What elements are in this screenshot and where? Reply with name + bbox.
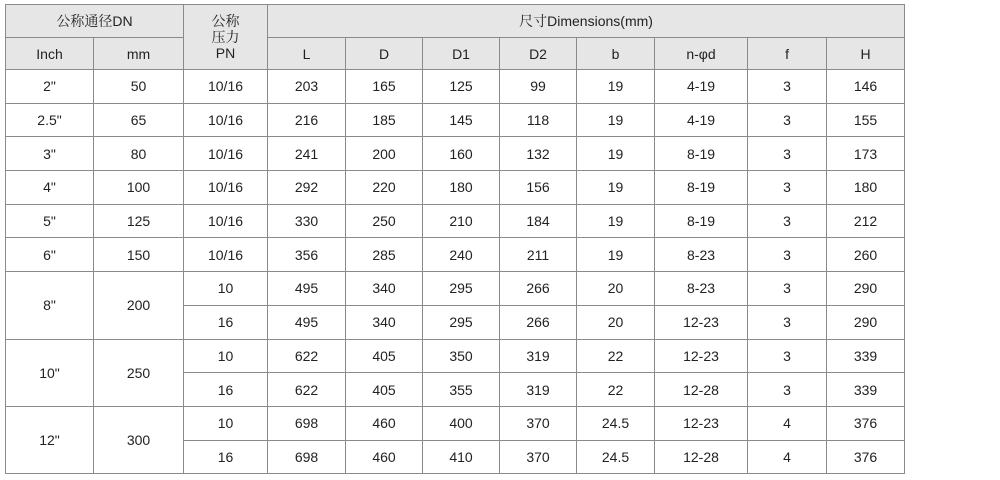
inch-header: Inch <box>6 38 94 70</box>
cell-inch: 2.5" <box>6 103 94 137</box>
cell-inch: 12" <box>6 406 94 473</box>
cell-h: 290 <box>827 305 905 339</box>
cell-f: 3 <box>748 137 827 171</box>
table-row <box>6 103 905 137</box>
cell-l: 698 <box>268 406 346 440</box>
cell-d: 340 <box>346 305 423 339</box>
cell-l: 216 <box>268 103 346 137</box>
cell-inch: 3" <box>6 137 94 171</box>
cell-mm: 100 <box>94 171 184 205</box>
cell-pn: 16 <box>184 373 268 407</box>
table-row <box>6 272 905 306</box>
cell-d: 460 <box>346 406 423 440</box>
cell-d2: 319 <box>500 373 577 407</box>
table-row <box>6 70 905 104</box>
cell-d2: 319 <box>500 339 577 373</box>
cell-h: 290 <box>827 272 905 306</box>
table-row <box>6 406 905 440</box>
cell-f: 3 <box>748 339 827 373</box>
cell-d2: 266 <box>500 305 577 339</box>
cell-d: 185 <box>346 103 423 137</box>
cell-d1: 350 <box>423 339 500 373</box>
cell-n-phi-d: 8-23 <box>655 272 748 306</box>
cell-l: 495 <box>268 305 346 339</box>
cell-pn: 10/16 <box>184 171 268 205</box>
cell-l: 203 <box>268 70 346 104</box>
cell-pn: 10/16 <box>184 103 268 137</box>
cell-b: 19 <box>577 103 655 137</box>
cell-d: 460 <box>346 440 423 474</box>
cell-d: 285 <box>346 238 423 272</box>
cell-d: 165 <box>346 70 423 104</box>
dim-header-d1: D1 <box>423 38 500 70</box>
cell-b: 20 <box>577 272 655 306</box>
cell-d2: 370 <box>500 440 577 474</box>
cell-d: 220 <box>346 171 423 205</box>
cell-f: 4 <box>748 406 827 440</box>
cell-mm: 65 <box>94 103 184 137</box>
cell-inch: 4" <box>6 171 94 205</box>
cell-inch: 8" <box>6 272 94 339</box>
cell-f: 3 <box>748 171 827 205</box>
cell-d: 200 <box>346 137 423 171</box>
cell-d2: 211 <box>500 238 577 272</box>
cell-l: 622 <box>268 373 346 407</box>
cell-pn: 10 <box>184 272 268 306</box>
cell-pn: 10 <box>184 406 268 440</box>
dim-header-b: b <box>577 38 655 70</box>
cell-f: 3 <box>748 70 827 104</box>
cell-b: 24.5 <box>577 406 655 440</box>
cell-d1: 160 <box>423 137 500 171</box>
dim-header-l: L <box>268 38 346 70</box>
cell-l: 698 <box>268 440 346 474</box>
cell-d2: 266 <box>500 272 577 306</box>
cell-h: 260 <box>827 238 905 272</box>
cell-b: 19 <box>577 70 655 104</box>
cell-n-phi-d: 12-28 <box>655 373 748 407</box>
cell-d1: 355 <box>423 373 500 407</box>
cell-d: 405 <box>346 339 423 373</box>
cell-b: 24.5 <box>577 440 655 474</box>
cell-d1: 180 <box>423 171 500 205</box>
cell-b: 19 <box>577 137 655 171</box>
cell-b: 19 <box>577 238 655 272</box>
cell-pn: 10 <box>184 339 268 373</box>
cell-n-phi-d: 4-19 <box>655 70 748 104</box>
cell-mm: 125 <box>94 204 184 238</box>
cell-b: 19 <box>577 171 655 205</box>
cell-n-phi-d: 8-19 <box>655 137 748 171</box>
dimensions-table <box>5 4 905 474</box>
cell-h: 339 <box>827 373 905 407</box>
cell-h: 376 <box>827 406 905 440</box>
cell-f: 3 <box>748 238 827 272</box>
cell-d1: 295 <box>423 272 500 306</box>
cell-d2: 118 <box>500 103 577 137</box>
cell-pn: 16 <box>184 440 268 474</box>
cell-l: 622 <box>268 339 346 373</box>
dim-header-d: D <box>346 38 423 70</box>
table-body <box>6 70 905 474</box>
cell-pn: 10/16 <box>184 70 268 104</box>
cell-d1: 240 <box>423 238 500 272</box>
cell-f: 3 <box>748 272 827 306</box>
cell-d1: 210 <box>423 204 500 238</box>
cell-d1: 295 <box>423 305 500 339</box>
cell-f: 3 <box>748 103 827 137</box>
cell-mm: 300 <box>94 406 184 473</box>
pn-header-line-3: PN <box>215 45 236 61</box>
cell-d2: 156 <box>500 171 577 205</box>
dim-header-h: H <box>827 38 905 70</box>
table-row <box>6 137 905 171</box>
table-row <box>6 339 905 373</box>
dim-header-n-phi-d: n-φd <box>655 38 748 70</box>
cell-d2: 370 <box>500 406 577 440</box>
cell-d: 250 <box>346 204 423 238</box>
pn-header <box>184 5 268 70</box>
dim-header-d2: D2 <box>500 38 577 70</box>
cell-f: 3 <box>748 305 827 339</box>
table-row <box>6 171 905 205</box>
cell-l: 241 <box>268 137 346 171</box>
table-row <box>6 204 905 238</box>
pn-header-line-2: 压力 <box>211 29 240 45</box>
cell-d2: 132 <box>500 137 577 171</box>
cell-b: 22 <box>577 373 655 407</box>
cell-h: 376 <box>827 440 905 474</box>
cell-mm: 250 <box>94 339 184 406</box>
cell-h: 339 <box>827 339 905 373</box>
cell-b: 22 <box>577 339 655 373</box>
cell-b: 19 <box>577 204 655 238</box>
cell-inch: 10" <box>6 339 94 406</box>
cell-inch: 6" <box>6 238 94 272</box>
cell-d2: 99 <box>500 70 577 104</box>
cell-f: 3 <box>748 204 827 238</box>
cell-mm: 80 <box>94 137 184 171</box>
pn-header-line-1: 公称 <box>211 13 240 29</box>
cell-inch: 2" <box>6 70 94 104</box>
cell-l: 292 <box>268 171 346 205</box>
cell-pn: 10/16 <box>184 238 268 272</box>
cell-pn: 10/16 <box>184 137 268 171</box>
cell-b: 20 <box>577 305 655 339</box>
cell-mm: 150 <box>94 238 184 272</box>
cell-mm: 50 <box>94 70 184 104</box>
cell-n-phi-d: 4-19 <box>655 103 748 137</box>
table-row <box>6 238 905 272</box>
cell-h: 180 <box>827 171 905 205</box>
cell-d1: 400 <box>423 406 500 440</box>
dn-header: 公称通径DN <box>6 5 184 38</box>
cell-d1: 145 <box>423 103 500 137</box>
cell-pn: 10/16 <box>184 204 268 238</box>
dim-header-f: f <box>748 38 827 70</box>
cell-h: 173 <box>827 137 905 171</box>
dimensions-header: 尺寸Dimensions(mm) <box>268 5 905 38</box>
cell-h: 212 <box>827 204 905 238</box>
cell-mm: 200 <box>94 272 184 339</box>
cell-d1: 125 <box>423 70 500 104</box>
cell-f: 3 <box>748 373 827 407</box>
cell-n-phi-d: 8-23 <box>655 238 748 272</box>
cell-l: 330 <box>268 204 346 238</box>
cell-n-phi-d: 8-19 <box>655 204 748 238</box>
cell-d: 340 <box>346 272 423 306</box>
cell-h: 155 <box>827 103 905 137</box>
cell-h: 146 <box>827 70 905 104</box>
cell-n-phi-d: 12-23 <box>655 339 748 373</box>
cell-n-phi-d: 12-23 <box>655 305 748 339</box>
cell-inch: 5" <box>6 204 94 238</box>
cell-pn: 16 <box>184 305 268 339</box>
cell-n-phi-d: 12-23 <box>655 406 748 440</box>
cell-l: 356 <box>268 238 346 272</box>
cell-n-phi-d: 12-28 <box>655 440 748 474</box>
cell-f: 4 <box>748 440 827 474</box>
cell-d: 405 <box>346 373 423 407</box>
cell-n-phi-d: 8-19 <box>655 171 748 205</box>
cell-l: 495 <box>268 272 346 306</box>
cell-d2: 184 <box>500 204 577 238</box>
mm-header: mm <box>94 38 184 70</box>
cell-d1: 410 <box>423 440 500 474</box>
